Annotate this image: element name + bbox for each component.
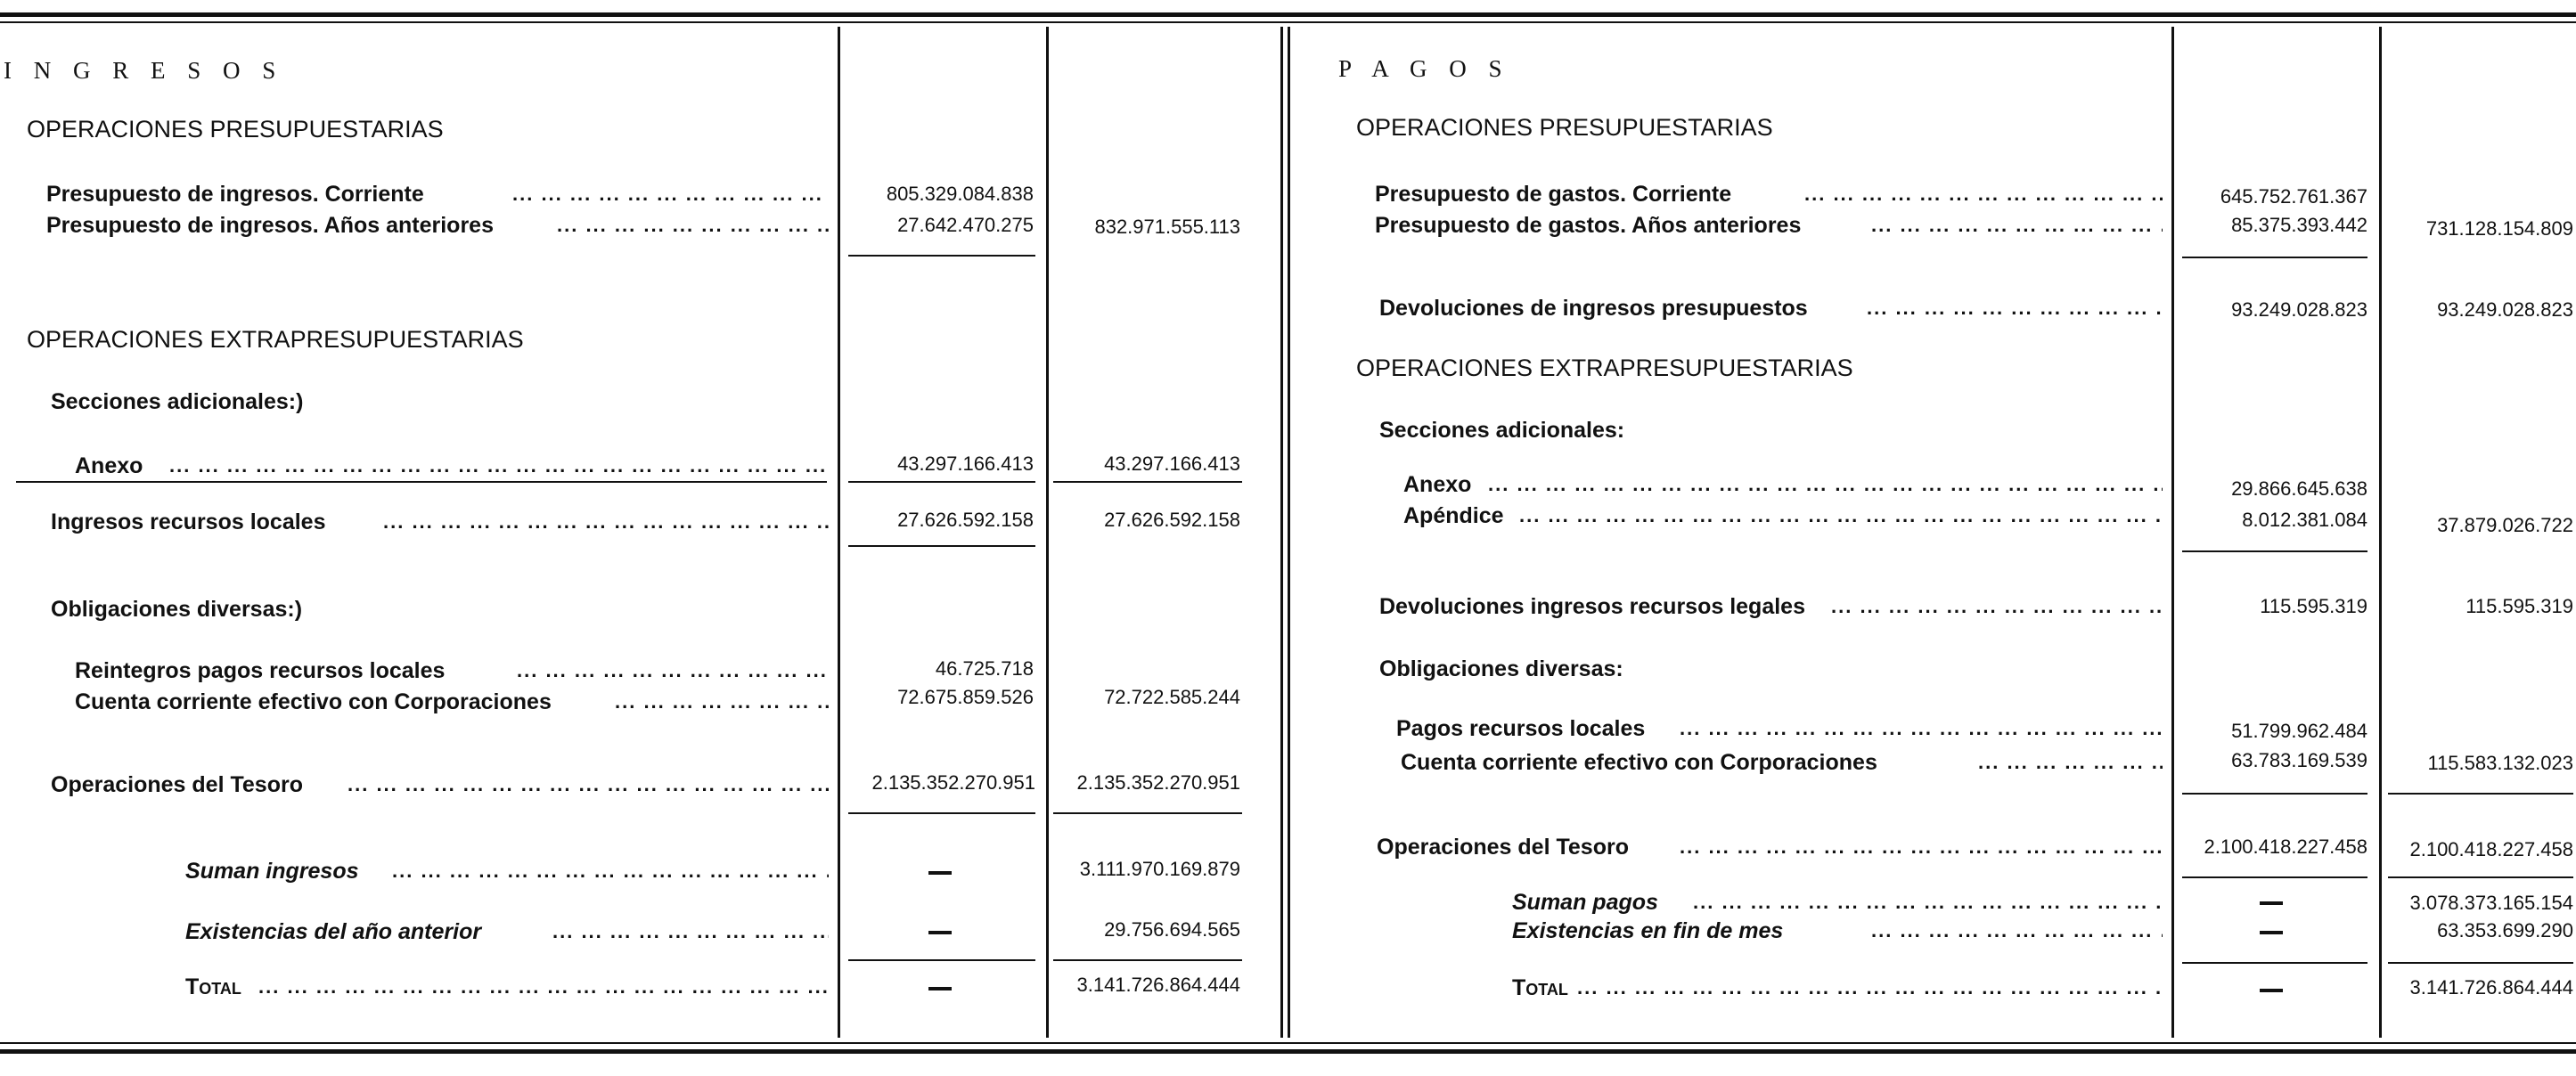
leader-dots	[615, 689, 829, 715]
pagos-devoluciones-c2: 93.249.028.823	[2437, 298, 2573, 321]
row-rule	[16, 481, 827, 483]
ingresos-op-extrapresupuestarias: OPERACIONES EXTRAPRESUPUESTARIAS	[27, 326, 524, 353]
leader-dots	[1978, 749, 2163, 776]
ingresos-tesoro-c2: 2.135.352.270.951	[1076, 771, 1240, 794]
pagos-secciones-adicionales: Secciones adicionales:	[1379, 418, 1625, 443]
ingresos-cuenta-corriente-c2: 72.722.585.244	[1104, 686, 1240, 708]
pagos-obligaciones-diversas: Obligaciones diversas:	[1379, 656, 1623, 681]
pagos-title: P A G O S	[1338, 55, 1510, 82]
ingresos-total-c1-dash	[928, 987, 952, 990]
subtotal-rule	[2182, 257, 2367, 258]
ingresos-presupuesto-corriente-c1: 805.329.084.838	[886, 183, 1034, 205]
total-rule	[1053, 959, 1242, 961]
total-rule	[848, 959, 1035, 961]
pagos-op-extrapresupuestarias: OPERACIONES EXTRAPRESUPUESTARIAS	[1356, 355, 1853, 381]
total-rule	[2182, 962, 2367, 964]
pagos-tesoro-label: Operaciones del Tesoro	[1377, 835, 1629, 860]
leader-dots	[1871, 917, 2163, 944]
leader-dots	[1680, 834, 2163, 860]
pagos-presupuesto-anteriores-c2: 731.128.154.809	[2425, 217, 2573, 240]
pagos-presupuesto-anteriores-c1: 85.375.393.442	[2231, 214, 2367, 236]
pagos-suman-label: Suman pagos	[1512, 890, 1658, 915]
ingresos-existencias-label: Existencias del año anterior	[185, 919, 482, 944]
ingresos-tesoro-label: Operaciones del Tesoro	[51, 772, 303, 797]
pagos-devoluciones-legales-label: Devoluciones ingresos recursos legales	[1379, 594, 1805, 619]
ingresos-existencias-c2: 29.756.694.565	[1104, 918, 1240, 941]
subtotal-rule	[2182, 550, 2367, 552]
pagos-cuenta-corriente-c2: 115.583.132.023	[2427, 752, 2573, 774]
pagos-existencias-c2: 63.353.699.290	[2437, 919, 2573, 942]
pagos-devoluciones-label: Devoluciones de ingresos presupuestos	[1379, 296, 1808, 321]
leader-dots	[383, 509, 829, 535]
ingresos-presupuesto-anteriores-c1: 27.642.470.275	[897, 214, 1034, 236]
ingresos-obligaciones-diversas: Obligaciones diversas:)	[51, 597, 303, 622]
ingresos-total-label: Total	[185, 974, 241, 999]
ingresos-secciones-adicionales: Secciones adicionales:)	[51, 389, 304, 414]
ingresos-reintegros-c1: 46.725.718	[935, 657, 1034, 680]
pagos-cuenta-corriente-label: Cuenta corriente efectivo con Corporaciones	[1401, 750, 1877, 775]
pagos-op-presupuestarias: OPERACIONES PRESUPUESTARIAS	[1356, 114, 1773, 141]
pagos-devoluciones-legales-c2: 115.595.319	[2466, 595, 2573, 617]
subtotal-rule	[1053, 812, 1242, 814]
subtotal-rule	[848, 255, 1035, 257]
ingresos-recursos-locales-c1: 27.626.592.158	[897, 509, 1034, 531]
ingresos-total-c2: 3.141.726.864.444	[1076, 974, 1240, 996]
ingresos-cuenta-corriente-label: Cuenta corriente efectivo con Corporaciones	[75, 689, 552, 714]
pagos-total-label: Total	[1512, 975, 1568, 1000]
ingresos-anexo-label: Anexo	[75, 453, 143, 478]
ingresos-op-presupuestarias: OPERACIONES PRESUPUESTARIAS	[27, 116, 444, 143]
bottom-rule-thin	[0, 1042, 2576, 1044]
pagos-existencias-label: Existencias en fin de mes	[1512, 918, 1784, 943]
pagos-anexo-label: Anexo	[1403, 472, 1472, 497]
leader-dots	[392, 858, 829, 884]
ingresos-cuenta-corriente-c1: 72.675.859.526	[897, 686, 1034, 708]
leader-dots	[517, 657, 829, 684]
leader-dots	[1804, 181, 2163, 208]
center-double-sep-a	[1280, 27, 1283, 1038]
ingresos-tesoro-c1: 2.135.352.270.951	[871, 771, 1035, 794]
subtotal-rule	[2182, 876, 2367, 878]
ingresos-col-sep-2	[1046, 27, 1049, 1038]
pagos-col-sep-2	[2379, 27, 2382, 1038]
leader-dots	[1577, 974, 2163, 1001]
center-double-sep-b	[1288, 27, 1290, 1038]
leader-dots	[1831, 593, 2163, 620]
ingresos-col-sep-1	[838, 27, 840, 1038]
leader-dots	[258, 974, 829, 1000]
pagos-apendice-c1: 8.012.381.084	[2242, 509, 2367, 531]
leader-dots	[1871, 212, 2163, 239]
subtotal-rule	[2388, 793, 2573, 795]
ingresos-existencias-c1-dash	[928, 931, 952, 934]
ingresos-suman-c2: 3.111.970.169.879	[1079, 858, 1240, 880]
leader-dots	[348, 771, 829, 798]
ingresos-recursos-locales-label: Ingresos recursos locales	[51, 509, 326, 534]
ingresos-title: I N G R E S O S	[4, 57, 284, 84]
subtotal-rule	[848, 545, 1035, 547]
top-rule-thick	[0, 12, 2576, 17]
pagos-suman-c1-dash	[2260, 901, 2283, 905]
subtotal-rule	[2388, 876, 2573, 878]
bottom-rule-thick	[0, 1049, 2576, 1054]
subtotal-rule	[848, 812, 1035, 814]
pagos-devoluciones-legales-c1: 115.595.319	[2260, 595, 2367, 617]
pagos-total-c1-dash	[2260, 989, 2283, 992]
subtotal-rule	[2182, 793, 2367, 795]
ingresos-suman-c1-dash	[928, 871, 952, 875]
leader-dots	[1693, 889, 2163, 916]
ingresos-anexo-c2: 43.297.166.413	[1104, 452, 1240, 475]
ingresos-recursos-locales-c2: 27.626.592.158	[1104, 509, 1240, 531]
pagos-anexo-c1: 29.866.645.638	[2231, 477, 2367, 500]
ingresos-presupuesto-anteriores-c2: 832.971.555.113	[1094, 216, 1240, 238]
leader-dots	[1488, 471, 2163, 498]
pagos-pagos-locales-label: Pagos recursos locales	[1396, 716, 1646, 741]
leader-dots	[1867, 295, 2163, 322]
ingresos-suman-label: Suman ingresos	[185, 859, 359, 884]
pagos-cuenta-corriente-c1: 63.783.169.539	[2231, 749, 2367, 771]
pagos-col-sep-1	[2171, 27, 2174, 1038]
subtotal-rule	[1053, 481, 1242, 483]
leader-dots	[557, 212, 829, 239]
ingresos-presupuesto-anteriores-label: Presupuesto de ingresos. Años anteriores	[46, 213, 494, 238]
pagos-tesoro-c2: 2.100.418.227.458	[2409, 838, 2573, 860]
subtotal-rule	[848, 481, 1035, 483]
pagos-presupuesto-corriente-c1: 645.752.761.367	[2220, 185, 2367, 208]
pagos-devoluciones-c1: 93.249.028.823	[2231, 298, 2367, 321]
pagos-apendice-label: Apéndice	[1403, 503, 1504, 528]
pagos-existencias-c1-dash	[2260, 931, 2283, 934]
pagos-suman-c2: 3.078.373.165.154	[2409, 892, 2573, 914]
pagos-tesoro-c1: 2.100.418.227.458	[2204, 836, 2367, 858]
pagos-total-c2: 3.141.726.864.444	[2409, 976, 2573, 999]
leader-dots	[169, 452, 829, 479]
ingresos-reintegros-label: Reintegros pagos recursos locales	[75, 658, 446, 683]
leader-dots	[1519, 502, 2163, 529]
leader-dots	[512, 181, 829, 208]
pagos-presupuesto-corriente-label: Presupuesto de gastos. Corriente	[1375, 182, 1732, 207]
pagos-presupuesto-anteriores-label: Presupuesto de gastos. Años anteriores	[1375, 213, 1802, 238]
pagos-apendice-c2: 37.879.026.722	[2437, 514, 2573, 536]
ingresos-anexo-c1: 43.297.166.413	[897, 452, 1034, 475]
pagos-pagos-locales-c1: 51.799.962.484	[2231, 720, 2367, 742]
total-rule	[2388, 962, 2573, 964]
leader-dots	[1680, 715, 2163, 742]
leader-dots	[552, 918, 829, 945]
top-rule-thin	[0, 21, 2576, 23]
ingresos-presupuesto-corriente-label: Presupuesto de ingresos. Corriente	[46, 182, 424, 207]
